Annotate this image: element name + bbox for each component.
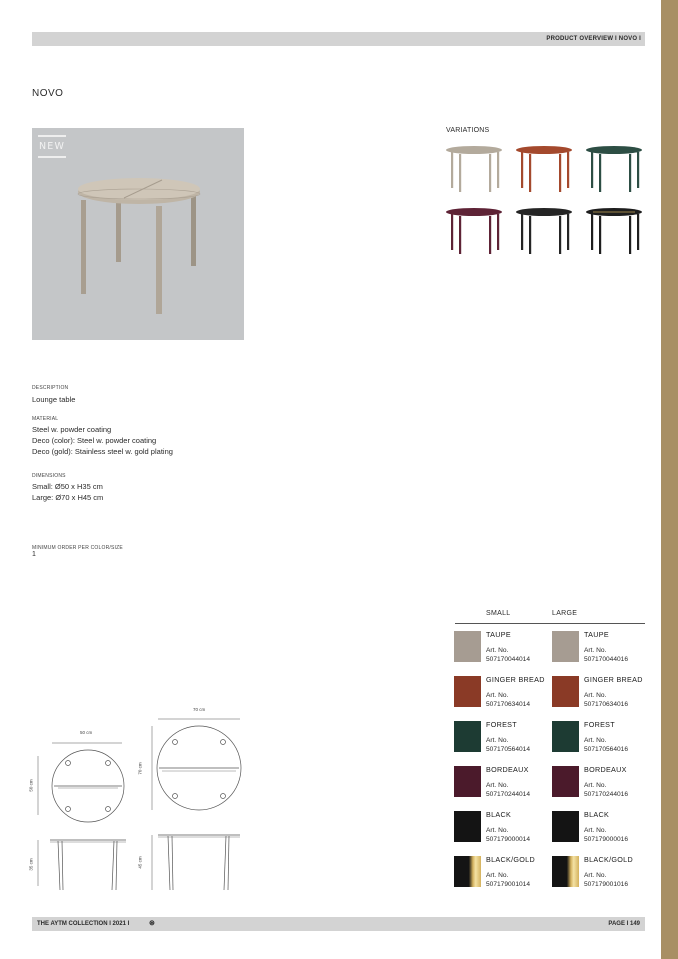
color-name-large: BORDEAUX	[584, 765, 627, 774]
dim-small-depth: 50 cm	[28, 779, 34, 792]
lounge-table-illustration	[32, 128, 244, 340]
dimensions-label: DIMENSIONS	[32, 473, 66, 479]
min-order-value: 1	[32, 551, 36, 558]
variation-black	[516, 208, 572, 254]
new-badge: NEW	[38, 135, 66, 158]
color-swatch-small	[454, 676, 481, 707]
color-name-small: FOREST	[486, 720, 517, 729]
dim-small-height: 35 cm	[28, 858, 34, 871]
article-number-large: Art. No. 507170634016	[584, 692, 629, 708]
article-number-large: Art. No. 507170044016	[584, 647, 629, 663]
variation-forest	[586, 146, 642, 192]
material-line: Deco (gold): Stainless steel w. gold plating	[32, 447, 173, 456]
color-name-large: FOREST	[584, 720, 615, 729]
variation-bordeaux	[446, 208, 502, 254]
page-title: NOVO	[32, 88, 64, 99]
article-number-large: Art. No. 507170244016	[584, 782, 629, 798]
article-number-small: Art. No. 507170244014	[486, 782, 531, 798]
variation-black-gold	[586, 208, 642, 254]
variation-ginger-bread	[516, 146, 572, 192]
article-number-small: Art. No. 507170634014	[486, 692, 531, 708]
color-swatch-small	[454, 856, 481, 887]
dimensions-list	[32, 481, 103, 503]
color-name-small: BORDEAUX	[486, 765, 529, 774]
description-value: Lounge table	[32, 395, 76, 404]
color-name-large: BLACK/GOLD	[584, 855, 633, 864]
header-bar	[32, 32, 645, 46]
brand-mark-icon: ⊛	[149, 920, 155, 927]
color-swatch-large	[552, 631, 579, 662]
large-column-header: LARGE	[552, 610, 578, 617]
small-column-header: SMALL	[486, 610, 511, 617]
color-swatch-large	[552, 766, 579, 797]
color-swatch-small	[454, 766, 481, 797]
color-swatch-large	[552, 811, 579, 842]
color-swatch-small	[454, 721, 481, 752]
footer-collection-text: THE AYTM COLLECTION I 2021 I	[37, 921, 130, 927]
description-label: DESCRIPTION	[32, 385, 69, 391]
color-name-small: BLACK	[486, 810, 512, 819]
article-number-small: Art. No. 507170044014	[486, 647, 531, 663]
dim-large-height: 45 cm	[137, 856, 143, 869]
footer-page-number: PAGE I 149	[608, 921, 640, 927]
color-name-large: BLACK	[584, 810, 610, 819]
color-swatch-large	[552, 856, 579, 887]
technical-drawings	[28, 700, 248, 900]
variations-grid	[443, 140, 648, 255]
variations-label: VARIATIONS	[446, 127, 490, 134]
header-text: PRODUCT OVERVIEW I NOVO I	[546, 36, 641, 42]
color-name-small: TAUPE	[486, 630, 511, 639]
material-label: MATERIAL	[32, 416, 59, 422]
dim-large-depth: 70 cm	[137, 762, 143, 775]
material-list	[32, 424, 173, 457]
dimension-line: Small: Ø50 x H35 cm	[32, 482, 103, 491]
color-swatch-small	[454, 811, 481, 842]
table-divider	[455, 623, 645, 624]
article-number-small: Art. No. 507179001014	[486, 872, 531, 888]
color-swatch-large	[552, 721, 579, 752]
footer-bar	[32, 917, 645, 931]
article-number-small: Art. No. 507179000014	[486, 827, 531, 843]
color-swatch-small	[454, 631, 481, 662]
dimension-line: Large: Ø70 x H45 cm	[32, 493, 104, 502]
variation-taupe	[446, 146, 502, 192]
color-name-large: TAUPE	[584, 630, 609, 639]
color-name-small: BLACK/GOLD	[486, 855, 535, 864]
material-line: Steel w. powder coating	[32, 425, 112, 434]
page-edge-strip	[661, 0, 678, 959]
article-number-large: Art. No. 507179000016	[584, 827, 629, 843]
min-order-label: MINIMUM ORDER PER COLOR/SIZE	[32, 545, 123, 551]
dim-small-width: 50 cm	[80, 730, 93, 735]
color-name-small: GINGER BREAD	[486, 675, 545, 684]
material-line: Deco (color): Steel w. powder coating	[32, 436, 157, 445]
article-number-large: Art. No. 507179001016	[584, 872, 629, 888]
color-swatch-large	[552, 676, 579, 707]
dim-large-width: 70 cm	[193, 707, 206, 712]
hero-product-image	[32, 128, 244, 340]
article-number-small: Art. No. 507170564014	[486, 737, 531, 753]
color-name-large: GINGER BREAD	[584, 675, 643, 684]
article-number-large: Art. No. 507170564016	[584, 737, 629, 753]
